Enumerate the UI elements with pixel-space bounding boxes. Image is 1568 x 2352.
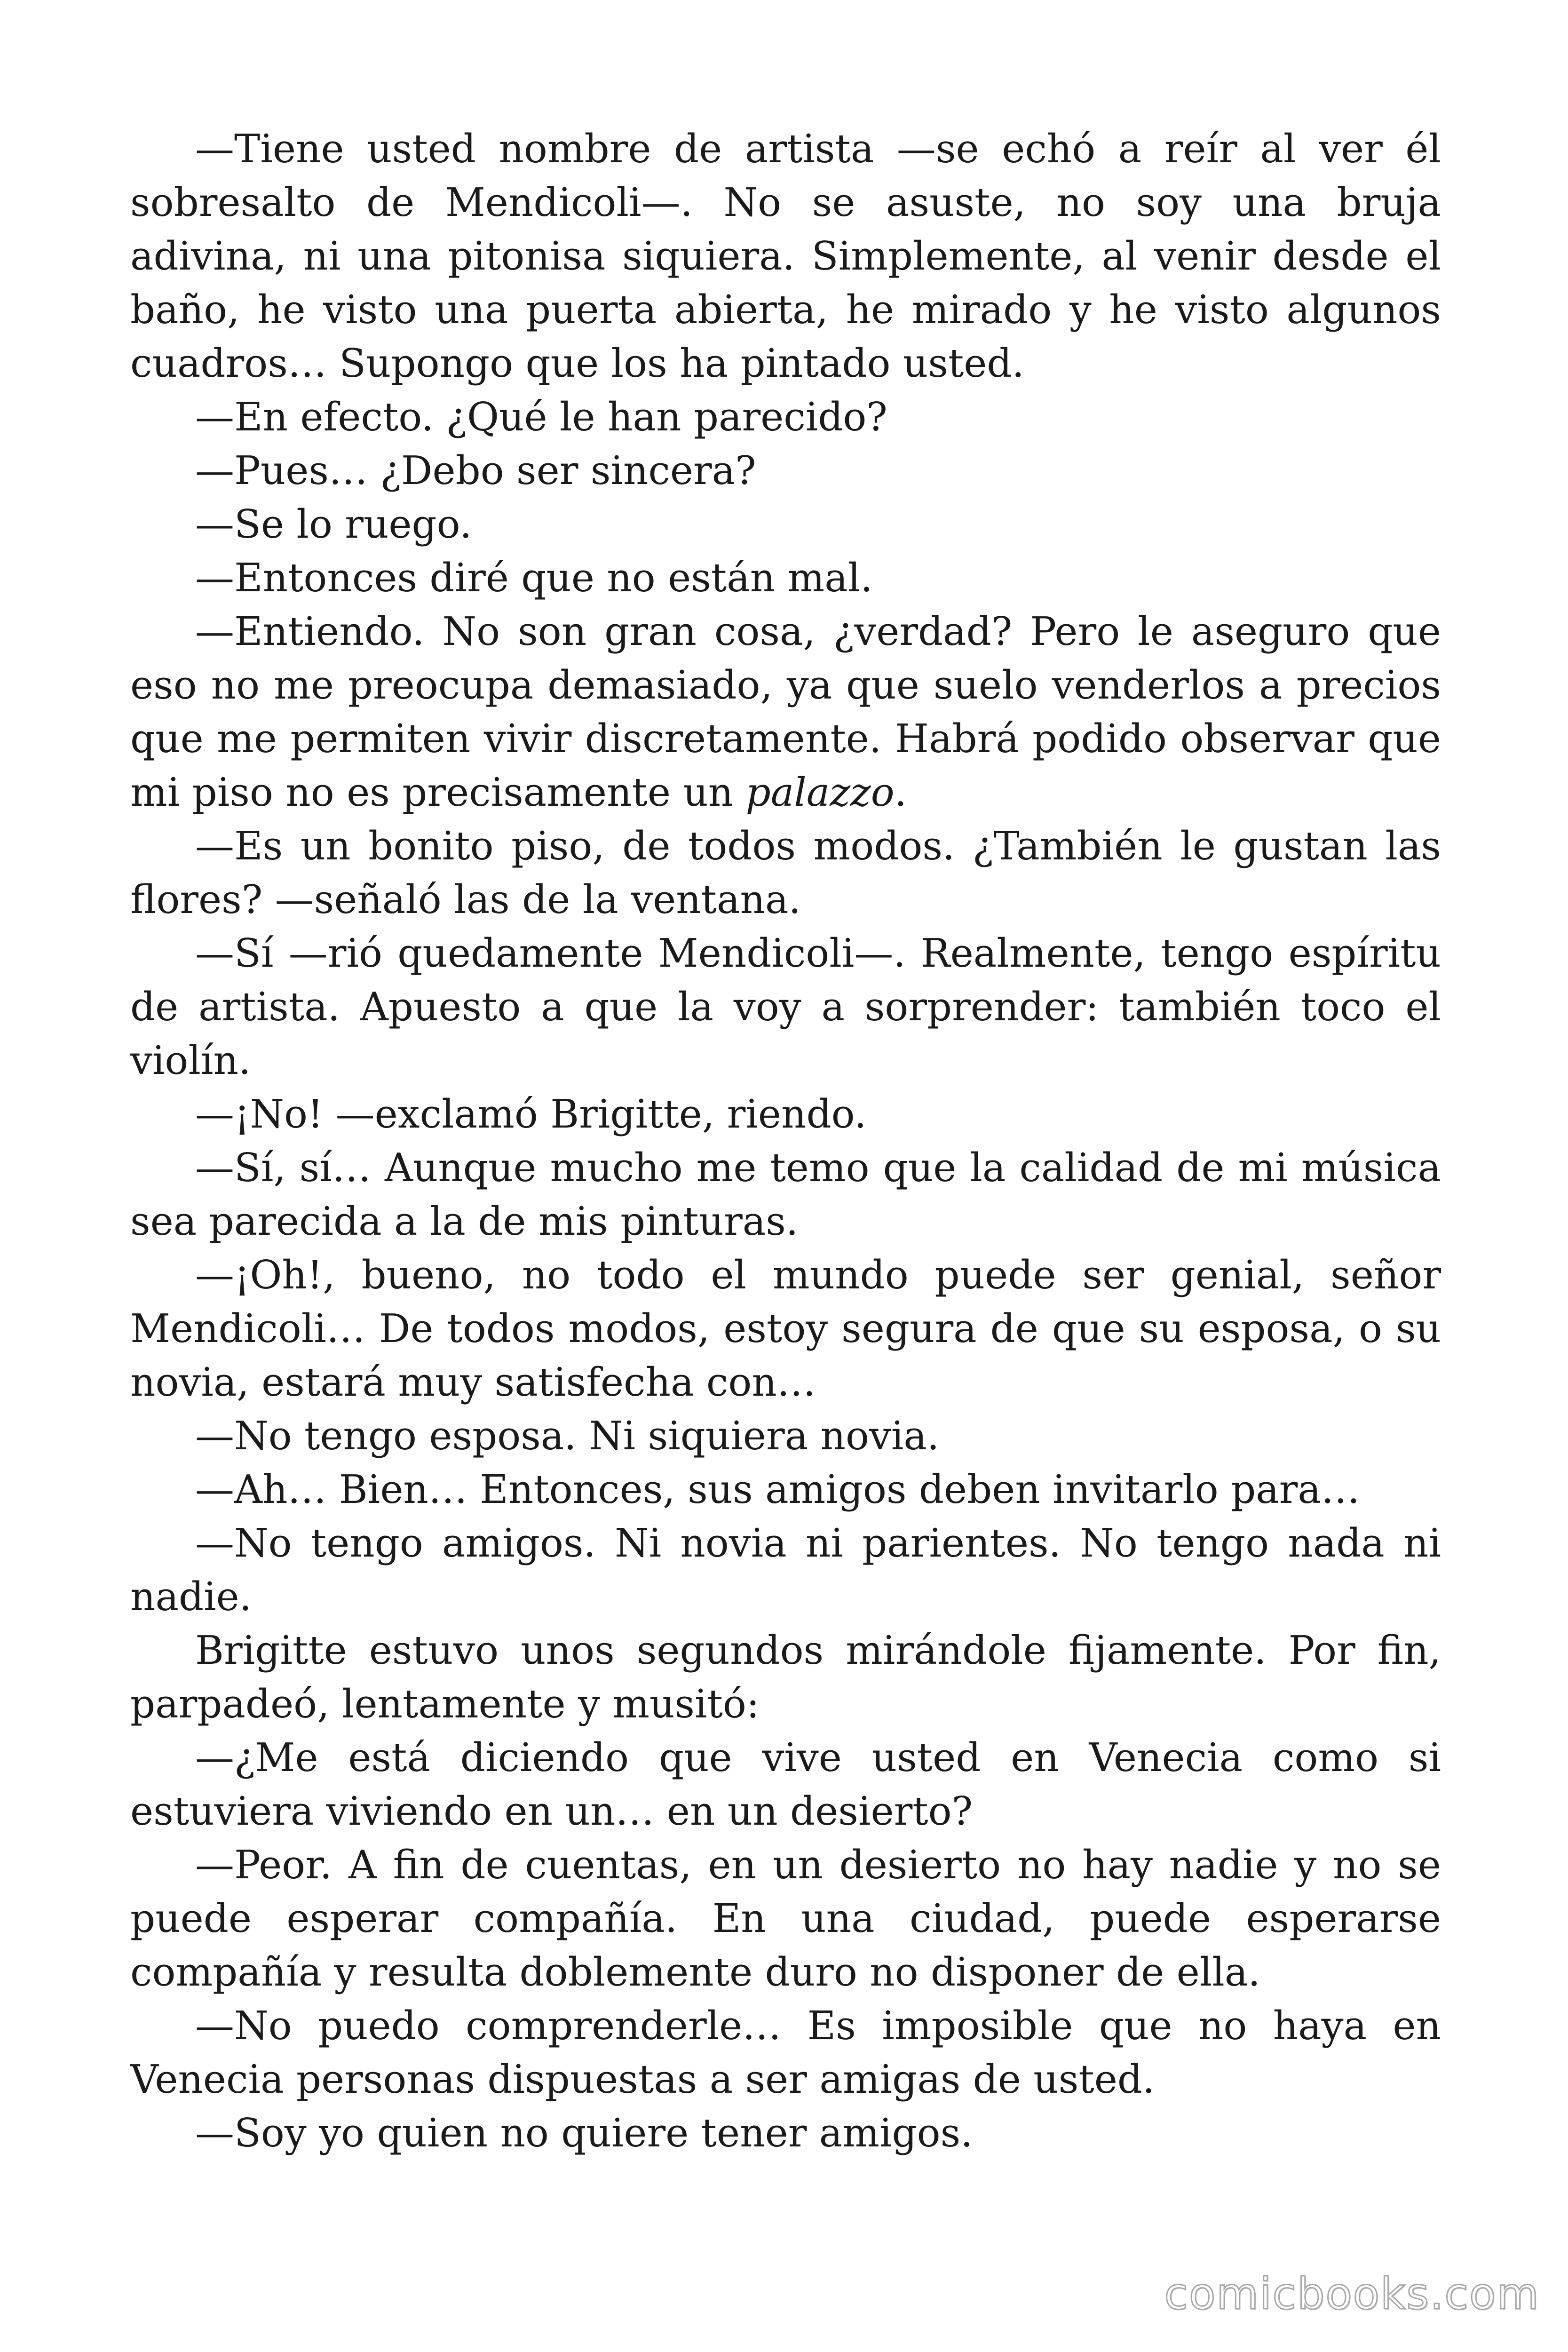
paragraph: —No tengo amigos. Ni novia ni parientes. No tengo nada ni nadie. xyxy=(130,1520,1441,1620)
paragraph: —¿Me está diciendo que vive usted en Venecia como si estuviera viviendo en un… en un desierto? xyxy=(130,1735,1441,1834)
paragraph: —Tiene usted nombre de artista —se echó a reír al ver él sobresalto de Mendicoli—. No se asuste, no soy una bruja adivina, ni una pitonisa siquiera. Simplemente, al venir desde el baño, he visto una puerta abierta, he mirado y he visto algunos cuadros… Supongo que los ha pintado usted. xyxy=(130,126,1441,386)
paragraph: Brigitte estuvo unos segundos mirándole fijamente. Por fin, parpadeó, lentamente y musitó: xyxy=(130,1628,1441,1727)
paragraph: —Pues… ¿Debo ser sincera? xyxy=(195,448,756,493)
body-text xyxy=(130,122,1441,2160)
paragraph: —Entonces diré que no están mal. xyxy=(195,555,873,601)
paragraph: —¡Oh!, bueno, no todo el mundo puede ser genial, señor Mendicoli… De todos modos, estoy segura de que su esposa, o su novia, estará muy satisfecha con… xyxy=(130,1252,1441,1405)
paragraph-text: —Entiendo. No son gran cosa, ¿verdad? Pero le aseguro que eso no me preocupa demasiado, ya que suelo venderlos a precios que me permiten vivir discretamente. Habrá podido observar que mi piso no es precisamente un xyxy=(130,609,1441,815)
italic-word: palazzo xyxy=(745,770,895,815)
paragraph: —Se lo ruego. xyxy=(195,501,472,547)
paragraph: —Es un bonito piso, de todos modos. ¿También le gustan las flores? —señaló las de la ventana. xyxy=(130,823,1441,922)
paragraph: —Sí, sí… Aunque mucho me temo que la calidad de mi música sea parecida a la de mis pinturas. xyxy=(130,1145,1441,1244)
paragraph: —Peor. A fin de cuentas, en un desierto no hay nadie y no se puede esperar compañía. En una ciudad, puede esperarse compañía y resulta doblemente duro no disponer de ella. xyxy=(130,1842,1441,1995)
paragraph xyxy=(130,605,1441,819)
paragraph: —Ah… Bien… Entonces, sus amigos deben invitarlo para… xyxy=(195,1467,1360,1512)
paragraph: —¡No! —exclamó Brigitte, riendo. xyxy=(195,1091,867,1137)
watermark: comicbooks.com xyxy=(1164,2269,1540,2319)
paragraph: —En efecto. ¿Qué le han parecido? xyxy=(195,394,887,440)
paragraph: —Sí —rió quedamente Mendicoli—. Realmente, tengo espíritu de artista. Apuesto a que la voy a sorprender: también toco el violín. xyxy=(130,930,1441,1083)
paragraph: —No puedo comprenderle… Es imposible que no haya en Venecia personas dispuestas a ser amigas de usted. xyxy=(130,2003,1441,2102)
paragraph: —Soy yo quien no quiere tener amigos. xyxy=(195,2110,973,2156)
paragraph-text: . xyxy=(894,770,907,815)
paragraph: —No tengo esposa. Ni siquiera novia. xyxy=(195,1413,940,1459)
